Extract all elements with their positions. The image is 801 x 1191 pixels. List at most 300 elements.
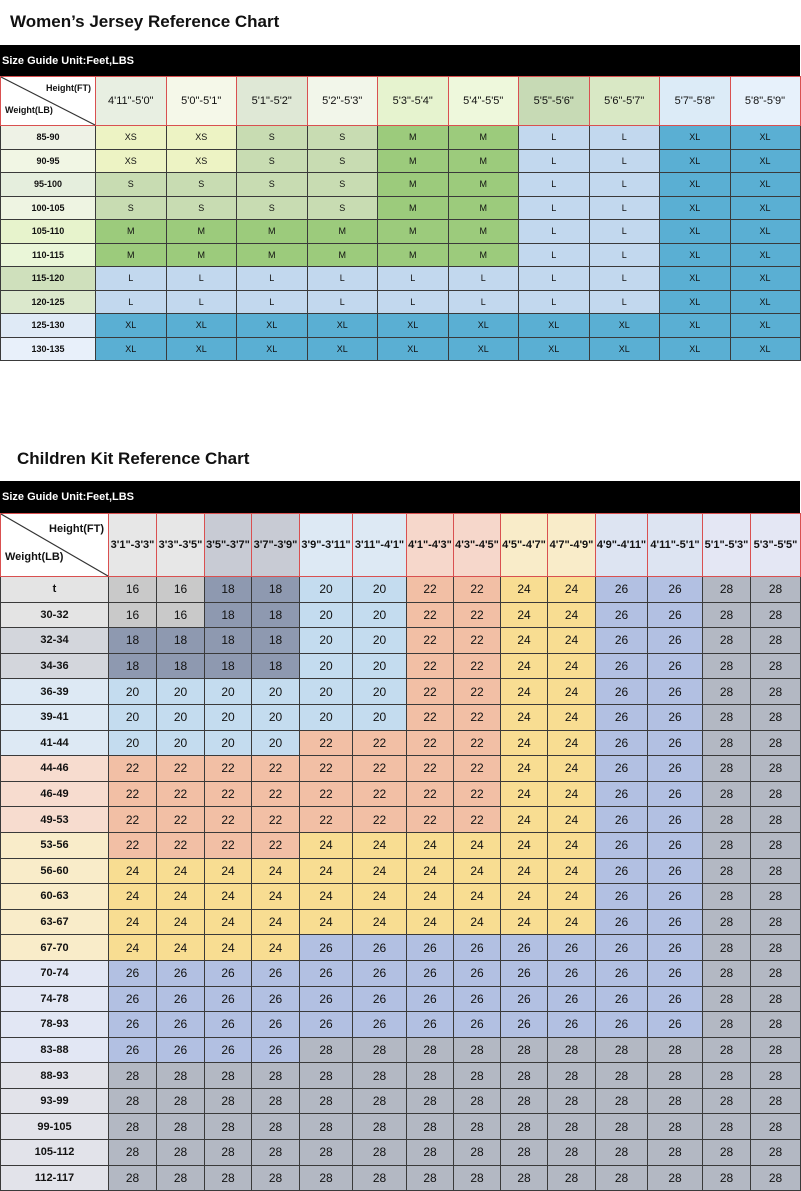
children-size-cell: 28 [353, 1165, 407, 1191]
children-size-cell: 20 [157, 679, 205, 705]
children-size-cell: 28 [648, 1063, 703, 1089]
children-size-cell: 26 [648, 807, 703, 833]
children-table-row [1, 628, 801, 654]
children-size-cell: 24 [252, 858, 300, 884]
women-size-cell: XL [660, 243, 731, 267]
children-weight-cell: 46-49 [1, 781, 109, 807]
women-size-cell: XL [660, 267, 731, 291]
children-size-cell: 26 [648, 960, 703, 986]
children-table-row [1, 756, 801, 782]
children-size-cell: 24 [407, 858, 454, 884]
women-size-cell: M [448, 243, 519, 267]
children-size-cell: 26 [648, 628, 703, 654]
children-size-cell: 26 [596, 628, 648, 654]
children-size-cell: 22 [157, 756, 205, 782]
women-size-cell: L [589, 173, 660, 197]
children-size-cell: 28 [703, 1114, 751, 1140]
children-size-cell: 28 [157, 1063, 205, 1089]
children-size-cell: 26 [648, 884, 703, 910]
women-size-cell: M [448, 173, 519, 197]
children-size-cell: 28 [703, 807, 751, 833]
women-size-cell: M [378, 149, 449, 173]
women-height-header: 5'1"-5'2" [237, 77, 308, 126]
children-table-row [1, 1165, 801, 1191]
children-size-cell: 28 [751, 730, 801, 756]
children-height-header: 3'7"-3'9" [252, 514, 300, 577]
children-table-row [1, 909, 801, 935]
women-size-cell: L [166, 267, 237, 291]
women-size-cell: M [237, 243, 308, 267]
children-size-cell: 24 [501, 884, 548, 910]
children-size-cell: 28 [454, 1114, 501, 1140]
children-size-cell: 22 [109, 832, 157, 858]
children-size-cell: 24 [454, 909, 501, 935]
children-size-cell: 24 [353, 909, 407, 935]
children-size-cell: 28 [300, 1037, 353, 1063]
children-size-cell: 24 [300, 884, 353, 910]
children-size-cell: 28 [751, 781, 801, 807]
women-height-header: 5'7"-5'8" [660, 77, 731, 126]
women-size-cell: S [307, 126, 378, 150]
children-size-cell: 18 [252, 653, 300, 679]
women-size-cell: M [166, 243, 237, 267]
children-size-cell: 28 [454, 1140, 501, 1166]
children-size-cell: 24 [252, 884, 300, 910]
children-size-cell: 24 [501, 679, 548, 705]
children-size-cell: 26 [596, 577, 648, 603]
children-size-cell: 24 [501, 858, 548, 884]
women-size-cell: XL [660, 314, 731, 338]
children-size-cell: 28 [751, 935, 801, 961]
children-size-cell: 28 [157, 1114, 205, 1140]
children-size-cell: 26 [648, 986, 703, 1012]
children-size-cell: 24 [205, 909, 252, 935]
children-size-cell: 26 [157, 960, 205, 986]
children-size-cell: 28 [751, 1165, 801, 1191]
women-size-cell: L [448, 267, 519, 291]
children-size-cell: 28 [596, 1165, 648, 1191]
children-table-row [1, 679, 801, 705]
children-table-row [1, 832, 801, 858]
children-weight-cell: t [1, 577, 109, 603]
children-size-cell: 20 [252, 704, 300, 730]
children-height-header: 3'3"-3'5" [157, 514, 205, 577]
children-size-cell: 24 [407, 884, 454, 910]
children-table-row [1, 858, 801, 884]
children-size-cell: 28 [703, 1140, 751, 1166]
women-size-cell: S [166, 196, 237, 220]
children-size-cell: 22 [407, 577, 454, 603]
children-size-cell: 28 [205, 1114, 252, 1140]
children-size-cell: 28 [300, 1140, 353, 1166]
women-height-header: 4'11"-5'0" [96, 77, 167, 126]
women-height-axis-label: Height(FT) [46, 83, 91, 93]
women-size-cell: L [307, 290, 378, 314]
children-size-cell: 28 [703, 577, 751, 603]
children-size-cell: 24 [109, 858, 157, 884]
children-size-cell: 22 [205, 756, 252, 782]
children-table-row [1, 1088, 801, 1114]
women-weight-cell: 130-135 [1, 337, 96, 361]
women-size-cell: L [96, 290, 167, 314]
children-size-cell: 26 [596, 1012, 648, 1038]
women-table-row [1, 173, 801, 197]
children-size-cell: 28 [703, 909, 751, 935]
women-table-row [1, 126, 801, 150]
children-size-cell: 26 [548, 935, 596, 961]
women-size-cell: L [589, 243, 660, 267]
women-size-cell: L [237, 290, 308, 314]
children-size-cell: 24 [548, 781, 596, 807]
children-size-cell: 20 [300, 704, 353, 730]
children-size-cell: 28 [205, 1140, 252, 1166]
children-size-cell: 18 [205, 602, 252, 628]
children-size-cell: 28 [407, 1037, 454, 1063]
children-size-cell: 26 [109, 1037, 157, 1063]
children-size-cell: 24 [501, 832, 548, 858]
children-size-cell: 28 [751, 653, 801, 679]
children-size-cell: 22 [407, 704, 454, 730]
children-size-cell: 28 [596, 1088, 648, 1114]
women-size-cell: L [519, 243, 590, 267]
children-size-cell: 28 [751, 832, 801, 858]
children-size-cell: 26 [157, 1012, 205, 1038]
children-size-cell: 28 [703, 832, 751, 858]
children-size-cell: 28 [157, 1140, 205, 1166]
women-size-cell: S [96, 173, 167, 197]
children-size-cell: 24 [501, 653, 548, 679]
children-size-cell: 28 [548, 1088, 596, 1114]
children-size-cell: 22 [252, 756, 300, 782]
children-size-cell: 22 [300, 730, 353, 756]
children-size-cell: 28 [353, 1114, 407, 1140]
women-size-cell: XL [166, 314, 237, 338]
children-size-cell: 18 [157, 628, 205, 654]
children-size-cell: 26 [454, 960, 501, 986]
women-size-cell: XL [307, 314, 378, 338]
children-size-cell: 24 [454, 884, 501, 910]
women-size-cell: L [519, 290, 590, 314]
children-size-cell: 28 [353, 1088, 407, 1114]
women-size-cell: XL [378, 314, 449, 338]
children-weight-cell: 53-56 [1, 832, 109, 858]
children-size-cell: 26 [648, 653, 703, 679]
women-size-cell: XL [730, 314, 800, 338]
women-weight-cell: 120-125 [1, 290, 96, 314]
women-size-cell: XL [519, 337, 590, 361]
children-size-cell: 20 [109, 730, 157, 756]
children-size-cell: 24 [548, 807, 596, 833]
children-size-cell: 28 [454, 1088, 501, 1114]
women-size-cell: L [519, 267, 590, 291]
children-size-cell: 28 [703, 730, 751, 756]
children-size-cell: 28 [751, 1063, 801, 1089]
children-weight-cell: 88-93 [1, 1063, 109, 1089]
children-size-cell: 28 [703, 679, 751, 705]
women-size-cell: XL [660, 337, 731, 361]
women-weight-cell: 95-100 [1, 173, 96, 197]
women-size-cell: M [307, 243, 378, 267]
women-height-header: 5'8"-5'9" [730, 77, 800, 126]
children-size-cell: 24 [548, 858, 596, 884]
women-weight-cell: 90-95 [1, 149, 96, 173]
children-size-cell: 22 [252, 807, 300, 833]
children-size-cell: 28 [751, 1140, 801, 1166]
children-size-cell: 22 [252, 832, 300, 858]
women-size-cell: XL [730, 220, 800, 244]
children-size-cell: 22 [252, 781, 300, 807]
women-size-cell: XL [166, 337, 237, 361]
children-size-cell: 22 [353, 807, 407, 833]
children-size-cell: 16 [157, 602, 205, 628]
children-size-cell: 24 [157, 909, 205, 935]
children-size-cell: 26 [109, 960, 157, 986]
children-size-cell: 20 [353, 679, 407, 705]
children-height-header: 5'3"-5'5" [751, 514, 801, 577]
children-size-cell: 28 [109, 1165, 157, 1191]
women-size-cell: XS [96, 126, 167, 150]
women-size-cell: L [589, 126, 660, 150]
children-size-cell: 26 [548, 1012, 596, 1038]
women-table-row [1, 243, 801, 267]
children-size-cell: 22 [454, 679, 501, 705]
children-table-row [1, 704, 801, 730]
children-weight-cell: 34-36 [1, 653, 109, 679]
children-size-cell: 26 [648, 730, 703, 756]
children-size-cell: 28 [703, 858, 751, 884]
women-size-cell: M [378, 243, 449, 267]
children-weight-cell: 74-78 [1, 986, 109, 1012]
children-size-cell: 20 [353, 704, 407, 730]
children-size-cell: 28 [703, 1063, 751, 1089]
women-table-row [1, 149, 801, 173]
women-weight-cell: 85-90 [1, 126, 96, 150]
children-size-cell: 18 [205, 577, 252, 603]
children-size-guide-bar: Size Guide Unit:Feet,LBS [0, 481, 800, 513]
children-weight-cell: 36-39 [1, 679, 109, 705]
children-weight-cell: 56-60 [1, 858, 109, 884]
children-size-cell: 26 [648, 935, 703, 961]
children-size-cell: 28 [501, 1165, 548, 1191]
children-size-cell: 28 [157, 1165, 205, 1191]
children-size-cell: 24 [548, 730, 596, 756]
women-size-cell: L [378, 267, 449, 291]
children-size-cell: 24 [353, 858, 407, 884]
children-size-cell: 26 [501, 1012, 548, 1038]
children-size-cell: 22 [205, 781, 252, 807]
women-size-cell: XL [730, 126, 800, 150]
children-size-cell: 28 [596, 1037, 648, 1063]
children-size-cell: 28 [300, 1063, 353, 1089]
children-corner-header [1, 514, 109, 577]
women-size-cell: M [378, 173, 449, 197]
children-size-cell: 28 [703, 986, 751, 1012]
children-size-cell: 26 [648, 602, 703, 628]
children-size-cell: 24 [548, 884, 596, 910]
children-size-cell: 28 [205, 1088, 252, 1114]
children-size-cell: 20 [353, 577, 407, 603]
children-table-row [1, 935, 801, 961]
children-size-cell: 24 [109, 909, 157, 935]
children-weight-cell: 83-88 [1, 1037, 109, 1063]
women-table-row [1, 314, 801, 338]
children-size-cell: 28 [548, 1140, 596, 1166]
children-size-table [0, 513, 801, 1191]
children-size-cell: 26 [596, 986, 648, 1012]
women-size-cell: XL [660, 149, 731, 173]
children-size-cell: 24 [454, 832, 501, 858]
children-size-cell: 26 [548, 960, 596, 986]
children-size-cell: 24 [548, 577, 596, 603]
children-size-cell: 26 [252, 1012, 300, 1038]
children-size-cell: 28 [109, 1063, 157, 1089]
children-table-row [1, 1114, 801, 1140]
children-table-row [1, 653, 801, 679]
women-height-header: 5'5"-5'6" [519, 77, 590, 126]
children-size-cell: 28 [648, 1165, 703, 1191]
children-size-cell: 26 [596, 704, 648, 730]
children-size-cell: 24 [501, 807, 548, 833]
children-height-axis-label: Height(FT) [49, 523, 104, 535]
children-size-cell: 18 [252, 628, 300, 654]
children-size-cell: 28 [751, 884, 801, 910]
children-size-cell: 24 [501, 577, 548, 603]
children-height-header: 3'1"-3'3" [109, 514, 157, 577]
children-size-cell: 28 [751, 986, 801, 1012]
children-size-cell: 22 [205, 807, 252, 833]
women-size-cell: XL [307, 337, 378, 361]
children-size-cell: 16 [157, 577, 205, 603]
women-size-cell: L [519, 126, 590, 150]
children-size-cell: 28 [751, 807, 801, 833]
women-table-row [1, 220, 801, 244]
children-size-cell: 20 [300, 602, 353, 628]
children-table-row [1, 986, 801, 1012]
children-size-cell: 22 [300, 807, 353, 833]
children-size-cell: 24 [300, 858, 353, 884]
children-size-cell: 22 [454, 730, 501, 756]
women-size-cell: S [237, 149, 308, 173]
women-size-cell: L [519, 173, 590, 197]
children-size-cell: 28 [501, 1114, 548, 1140]
women-size-cell: M [378, 196, 449, 220]
children-size-cell: 28 [596, 1114, 648, 1140]
women-size-cell: L [519, 196, 590, 220]
children-size-cell: 28 [300, 1165, 353, 1191]
children-size-cell: 18 [205, 628, 252, 654]
children-size-cell: 28 [751, 909, 801, 935]
children-size-cell: 20 [205, 730, 252, 756]
children-weight-cell: 112-117 [1, 1165, 109, 1191]
children-size-cell: 26 [501, 960, 548, 986]
children-size-cell: 26 [648, 756, 703, 782]
children-size-cell: 26 [252, 960, 300, 986]
children-size-cell: 28 [703, 653, 751, 679]
women-size-cell: L [166, 290, 237, 314]
women-size-cell: M [448, 126, 519, 150]
women-weight-cell: 115-120 [1, 267, 96, 291]
children-size-cell: 28 [751, 679, 801, 705]
children-height-header: 4'9"-4'11" [596, 514, 648, 577]
women-weight-cell: 125-130 [1, 314, 96, 338]
children-size-cell: 26 [407, 960, 454, 986]
children-size-cell: 24 [454, 858, 501, 884]
children-table-row [1, 781, 801, 807]
children-size-cell: 24 [548, 602, 596, 628]
children-size-cell: 28 [751, 704, 801, 730]
children-table-row [1, 1037, 801, 1063]
women-height-header: 5'6"-5'7" [589, 77, 660, 126]
children-size-cell: 26 [205, 1012, 252, 1038]
women-height-header: 5'3"-5'4" [378, 77, 449, 126]
children-size-cell: 26 [252, 1037, 300, 1063]
children-size-cell: 22 [157, 807, 205, 833]
children-size-cell: 28 [648, 1114, 703, 1140]
women-table-row [1, 196, 801, 220]
children-size-cell: 26 [596, 653, 648, 679]
children-size-cell: 22 [407, 653, 454, 679]
children-size-cell: 28 [703, 1037, 751, 1063]
children-size-cell: 26 [407, 935, 454, 961]
children-size-cell: 26 [300, 935, 353, 961]
children-size-cell: 24 [157, 858, 205, 884]
children-size-cell: 28 [596, 1063, 648, 1089]
children-height-header: 4'7"-4'9" [548, 514, 596, 577]
children-size-cell: 26 [157, 986, 205, 1012]
children-size-cell: 26 [454, 1012, 501, 1038]
women-size-cell: XS [96, 149, 167, 173]
children-size-cell: 26 [353, 986, 407, 1012]
children-size-cell: 22 [454, 807, 501, 833]
children-size-cell: 28 [205, 1165, 252, 1191]
children-weight-cell: 78-93 [1, 1012, 109, 1038]
children-size-cell: 28 [109, 1088, 157, 1114]
children-size-cell: 28 [252, 1165, 300, 1191]
women-size-table [0, 76, 801, 361]
children-size-cell: 28 [703, 1165, 751, 1191]
women-size-cell: M [237, 220, 308, 244]
children-size-cell: 26 [407, 1012, 454, 1038]
children-table-row [1, 1063, 801, 1089]
children-size-cell: 28 [703, 884, 751, 910]
children-size-cell: 24 [205, 858, 252, 884]
women-size-cell: M [96, 243, 167, 267]
children-size-cell: 24 [501, 781, 548, 807]
children-size-cell: 18 [205, 653, 252, 679]
children-size-cell: 24 [548, 909, 596, 935]
children-size-cell: 28 [252, 1140, 300, 1166]
women-size-cell: S [307, 149, 378, 173]
children-size-cell: 22 [454, 628, 501, 654]
children-size-cell: 20 [353, 628, 407, 654]
children-size-cell: 24 [501, 602, 548, 628]
women-size-cell: XL [730, 196, 800, 220]
children-size-cell: 20 [300, 653, 353, 679]
children-height-header: 4'3"-4'5" [454, 514, 501, 577]
children-size-cell: 28 [407, 1088, 454, 1114]
children-size-cell: 28 [548, 1114, 596, 1140]
women-size-cell: L [519, 220, 590, 244]
women-size-cell: L [448, 290, 519, 314]
children-table-row [1, 1012, 801, 1038]
children-size-cell: 26 [596, 832, 648, 858]
women-size-cell: M [378, 220, 449, 244]
women-size-guide-bar: Size Guide Unit:Feet,LBS [0, 45, 800, 76]
women-size-cell: XL [730, 290, 800, 314]
children-size-cell: 26 [648, 679, 703, 705]
children-size-cell: 28 [703, 935, 751, 961]
women-table-row [1, 267, 801, 291]
